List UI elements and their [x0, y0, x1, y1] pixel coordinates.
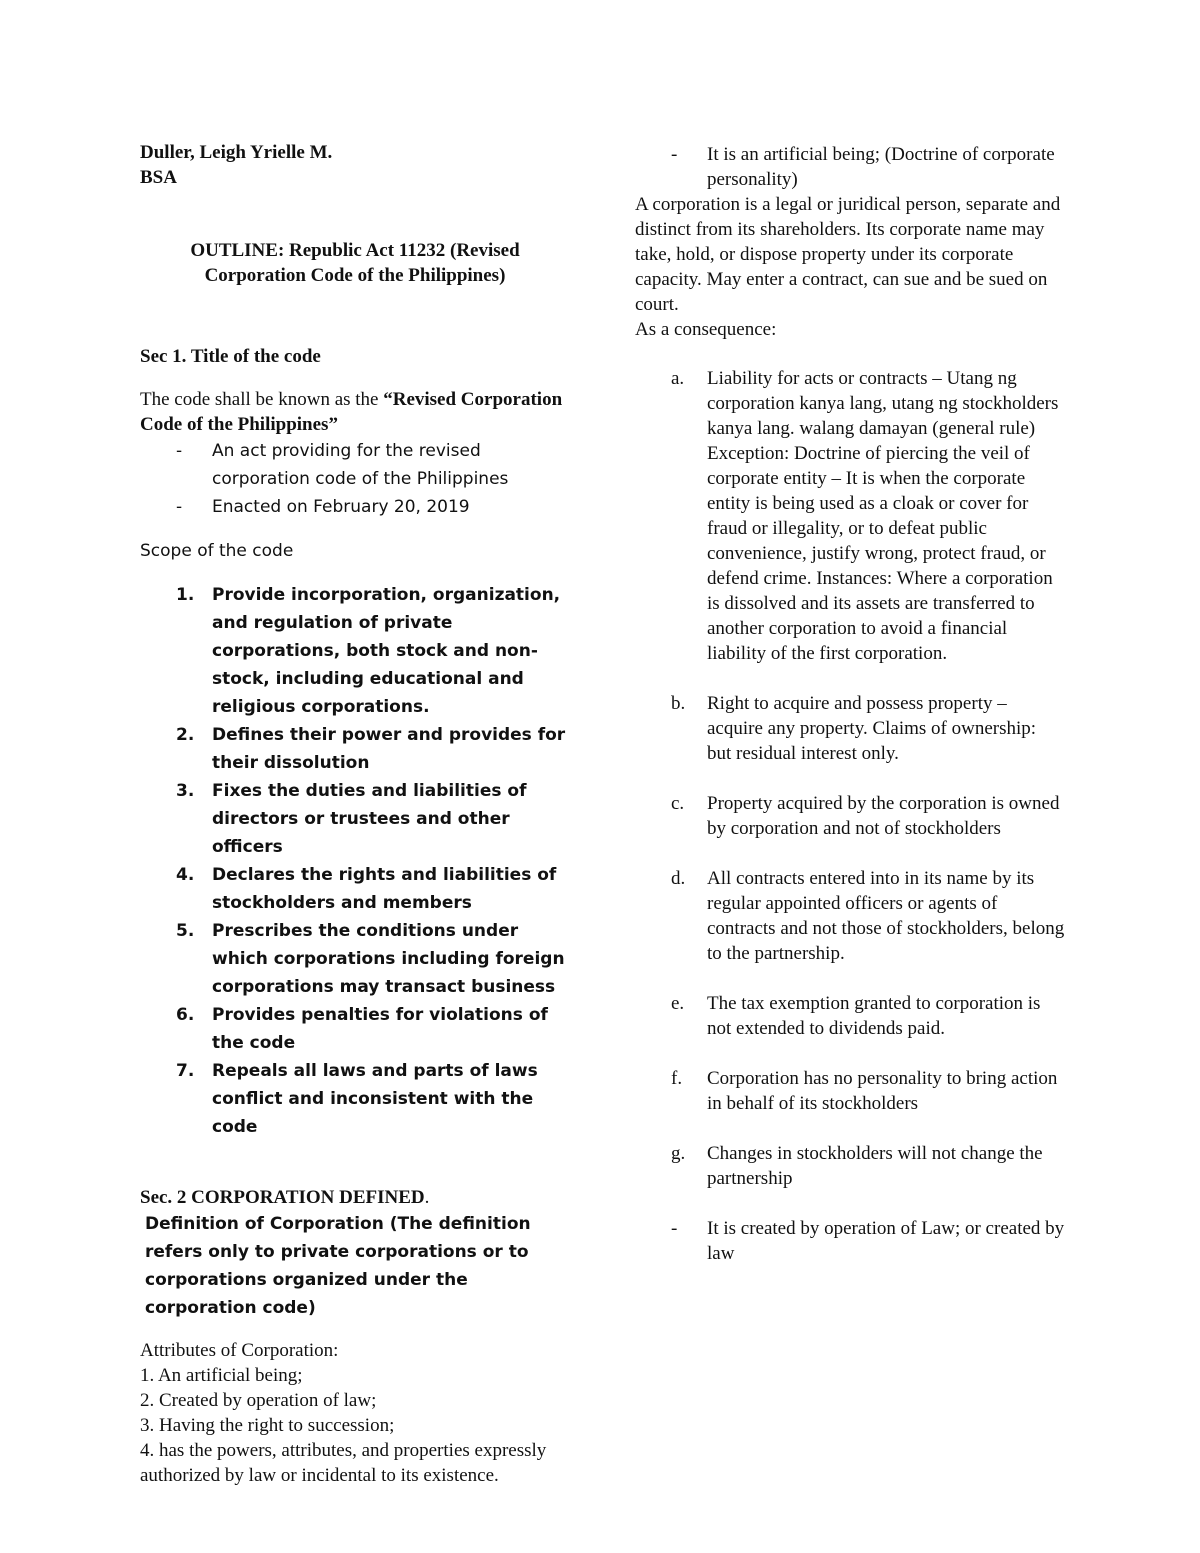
title-line-1: OUTLINE: Republic Act 11232 (Revised [190, 240, 520, 261]
letter-marker: d. [671, 868, 686, 889]
attribute-item: 2. Created by operation of law; [140, 1390, 377, 1411]
dash-text: It is created by operation of Law; or created by law [707, 1218, 1065, 1264]
scope-text: Provide incorporation, organization, and regulation of private corporations, both stock and non-stock, including educational and religious corporations. [212, 585, 561, 717]
number-marker: 2. [176, 725, 195, 745]
consequence-text: Right to acquire and possess property – acquire any property. Claims of ownership: but residual interest only. [707, 693, 1037, 764]
list-item [140, 721, 570, 777]
list-item [635, 791, 1065, 841]
scope-text: Repeals all laws and parts of laws conflict and inconsistent with the code [212, 1061, 538, 1137]
corporation-paragraph: A corporation is a legal or juridical person, separate and distinct from its shareholders. Its corporate name may take, hold, or dispose property under its corporate capacity. May enter a contract, can sue and be sued on court. [635, 194, 1061, 315]
consequence-text: Property acquired by the corporation is owned by corporation and not of stockholders [707, 793, 1060, 839]
artificial-being-list [635, 142, 1065, 192]
title-line-2: Corporation Code of the Philippines) [204, 265, 506, 286]
letter-marker: b. [671, 693, 686, 714]
consequence-text: All contracts entered into in its name by its regular appointed officers or agents of contracts and not those of stockholders, belong to the partnership. [707, 868, 1065, 964]
number-marker: 6. [176, 1005, 195, 1025]
right-column [635, 142, 1065, 1266]
list-item [635, 1216, 1065, 1266]
scope-text: Declares the rights and liabilities of stockholders and members [212, 865, 557, 913]
list-item [635, 866, 1065, 966]
author-course: BSA [140, 167, 177, 188]
attribute-item: 4. has the powers, attributes, and properties expressly authorized by law or incidental to its existence. [140, 1440, 547, 1486]
scope-text: Prescribes the conditions under which corporations including foreign corporations may transact business [212, 921, 565, 997]
number-marker: 4. [176, 865, 195, 885]
letter-marker: e. [671, 993, 685, 1014]
list-item [635, 1141, 1065, 1191]
dash-marker: - [176, 497, 183, 517]
sec1-intro [140, 387, 570, 437]
list-item [140, 493, 570, 521]
list-item [140, 861, 570, 917]
dash-marker: - [671, 144, 678, 165]
consequence-text: Corporation has no personality to bring action in behalf of its stockholders [707, 1068, 1058, 1114]
scope-text: Provides penalties for violations of the code [212, 1005, 548, 1053]
letter-marker: a. [671, 368, 685, 389]
left-column [140, 140, 570, 1488]
consequence-text: Changes in stockholders will not change the partnership [707, 1143, 1043, 1189]
list-item [140, 917, 570, 1001]
consequence-heading: As a consequence: [635, 319, 777, 340]
sec2-heading [140, 1185, 570, 1210]
scope-heading: Scope of the code [140, 541, 294, 561]
number-marker: 7. [176, 1061, 195, 1081]
sec1-intro-plain: The code shall be known as the [140, 389, 384, 410]
scope-text: Fixes the duties and liabilities of directors or trustees and other officers [212, 781, 527, 857]
list-item [635, 366, 1065, 666]
list-item [140, 437, 570, 493]
sec1-bullets [140, 437, 570, 521]
bullet-text: Enacted on February 20, 2019 [212, 497, 470, 517]
document-title [140, 238, 570, 288]
attributes-heading: Attributes of Corporation: [140, 1340, 339, 1361]
sec2-heading-text: Sec. 2 CORPORATION DEFINED [140, 1187, 425, 1208]
list-item [635, 1066, 1065, 1116]
dash-marker: - [671, 1218, 678, 1239]
consequence-text: Liability for acts or contracts – Utang ng corporation kanya lang, utang ng stockholders kanya lang. walang damayan (general rule) Exception: Doctrine of piercing the veil of corporate entity – It is when the corporate entity is being used as a cloak or cover for fraud or illegality, or to defeat public convenience, justify wrong, protect fraud, or defend crime. Instances: Where a corporation is dissolved and its assets are transferred to another corporation to avoid a financial liability of the first corporation. [707, 368, 1059, 664]
consequence-text: The tax exemption granted to corporation is not extended to dividends paid. [707, 993, 1041, 1039]
sec1-intro-bold: “Revised Corporation Code of the Philippines” [140, 389, 563, 435]
bullet-text: An act providing for the revised corporation code of the Philippines [212, 441, 509, 489]
sec1-heading: Sec 1. Title of the code [140, 346, 321, 367]
list-item [140, 1001, 570, 1057]
list-item [140, 1057, 570, 1141]
letter-marker: g. [671, 1143, 686, 1164]
number-marker: 5. [176, 921, 195, 941]
number-marker: 1. [176, 585, 195, 605]
attribute-item: 3. Having the right to succession; [140, 1415, 395, 1436]
list-item [140, 581, 570, 721]
list-item [140, 777, 570, 861]
consequence-list [635, 366, 1065, 1266]
sec2-heading-period: . [424, 1187, 430, 1208]
dash-marker: - [176, 441, 183, 461]
corporation-definition: Definition of Corporation (The definition refers only to private corporations or to corporations organized under the corporation code) [145, 1214, 531, 1318]
letter-marker: c. [671, 793, 685, 814]
author-block [140, 140, 570, 190]
dash-text: It is an artificial being; (Doctrine of corporate personality) [707, 144, 1055, 190]
scope-list [140, 581, 570, 1141]
attribute-item: 1. An artificial being; [140, 1365, 303, 1386]
scope-text: Defines their power and provides for their dissolution [212, 725, 566, 773]
letter-marker: f. [671, 1068, 683, 1089]
number-marker: 3. [176, 781, 195, 801]
list-item [635, 991, 1065, 1041]
list-item [635, 142, 1065, 192]
list-item [635, 691, 1065, 766]
author-name: Duller, Leigh Yrielle M. [140, 142, 333, 163]
